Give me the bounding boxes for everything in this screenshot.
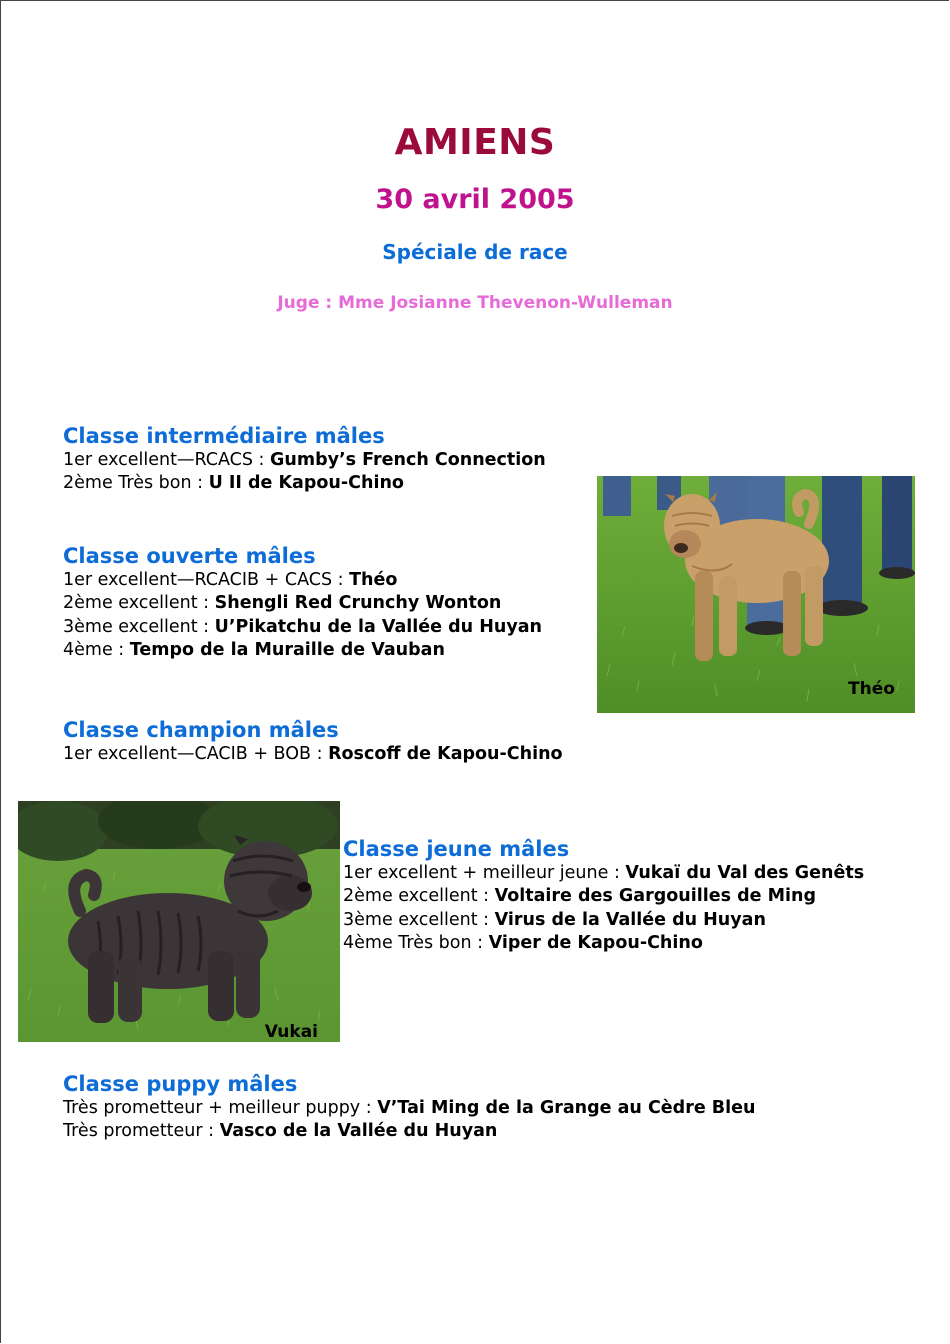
dog-name: U’Pikatchu de la Vallée du Huyan: [214, 616, 542, 637]
section-jeune: [343, 836, 864, 955]
dog-name: Vukaï du Val des Genêts: [625, 863, 865, 883]
section-intermediaire: [63, 423, 546, 496]
section-title: Classe intermédiaire mâles: [63, 424, 385, 448]
section-title: Classe champion mâles: [63, 718, 339, 742]
result-line: [63, 616, 542, 639]
section-title: Classe puppy mâles: [63, 1072, 298, 1096]
photo-theo: [597, 476, 915, 713]
dog-name: V’Tai Ming de la Grange au Cèdre Bleu: [377, 1098, 756, 1118]
section-champion: [63, 717, 563, 766]
photo-caption-vukai: Vukai: [264, 1022, 318, 1042]
result-line: [63, 743, 563, 766]
vukai-dog-illustration: [18, 801, 340, 1042]
result-line: [63, 639, 542, 662]
section-puppy: [63, 1071, 755, 1144]
dog-name: Gumby’s French Connection: [270, 450, 546, 470]
dog-name: Viper de Kapou-Chino: [488, 932, 703, 953]
dog-name: Tempo de la Muraille de Vauban: [129, 639, 445, 660]
section-title: Classe ouverte mâles: [63, 544, 316, 568]
section-title: Classe jeune mâles: [343, 837, 570, 861]
page-title: AMIENS: [394, 122, 556, 163]
result-line: [63, 472, 546, 495]
dog-name: Virus de la Vallée du Huyan: [494, 909, 766, 930]
result-place: Très prometteur :: [63, 1121, 220, 1142]
result-line: [343, 909, 864, 932]
result-line: [63, 1097, 755, 1120]
dog-name: U II de Kapou-Chino: [208, 473, 404, 494]
result-place: 4ème Très bon :: [343, 932, 489, 953]
dog-name: Roscoff de Kapou-Chino: [328, 744, 563, 764]
result-place: 3ème excellent :: [343, 909, 495, 930]
result-place: 3ème excellent :: [63, 616, 215, 637]
result-place: 2ème Très bon :: [63, 473, 209, 494]
result-place: 1er excellent—CACIB + BOB :: [63, 744, 329, 764]
result-line: [343, 885, 864, 908]
photo-vukai: [18, 801, 340, 1042]
photo-caption-theo: Théo: [848, 679, 895, 699]
dog-name: Théo: [349, 570, 398, 590]
event-date: 30 avril 2005: [375, 184, 575, 215]
result-line: [343, 862, 864, 885]
result-line: [63, 592, 542, 615]
event-subtitle: Spéciale de race: [382, 240, 568, 264]
result-place: 4ème :: [63, 639, 130, 660]
result-line: [63, 1120, 755, 1143]
theo-dog-illustration: [597, 476, 915, 713]
dog-name: Vasco de la Vallée du Huyan: [219, 1121, 498, 1142]
result-place: 1er excellent—RCACIB + CACS :: [63, 570, 350, 590]
result-line: [343, 932, 864, 955]
result-place: 2ème excellent :: [343, 886, 495, 907]
judge-name: Juge : Mme Josianne Thevenon-Wulleman: [277, 293, 673, 313]
result-place: 2ème excellent :: [63, 593, 215, 614]
dog-name: Voltaire des Gargouilles de Ming: [494, 886, 816, 907]
result-place: 1er excellent—RCACS :: [63, 450, 271, 470]
result-place: Très prometteur + meilleur puppy :: [63, 1098, 378, 1118]
dog-name: Shengli Red Crunchy Wonton: [214, 593, 502, 614]
result-place: 1er excellent + meilleur jeune :: [343, 863, 626, 883]
section-ouverte: [63, 543, 542, 662]
result-line: [63, 449, 546, 472]
result-line: [63, 569, 542, 592]
